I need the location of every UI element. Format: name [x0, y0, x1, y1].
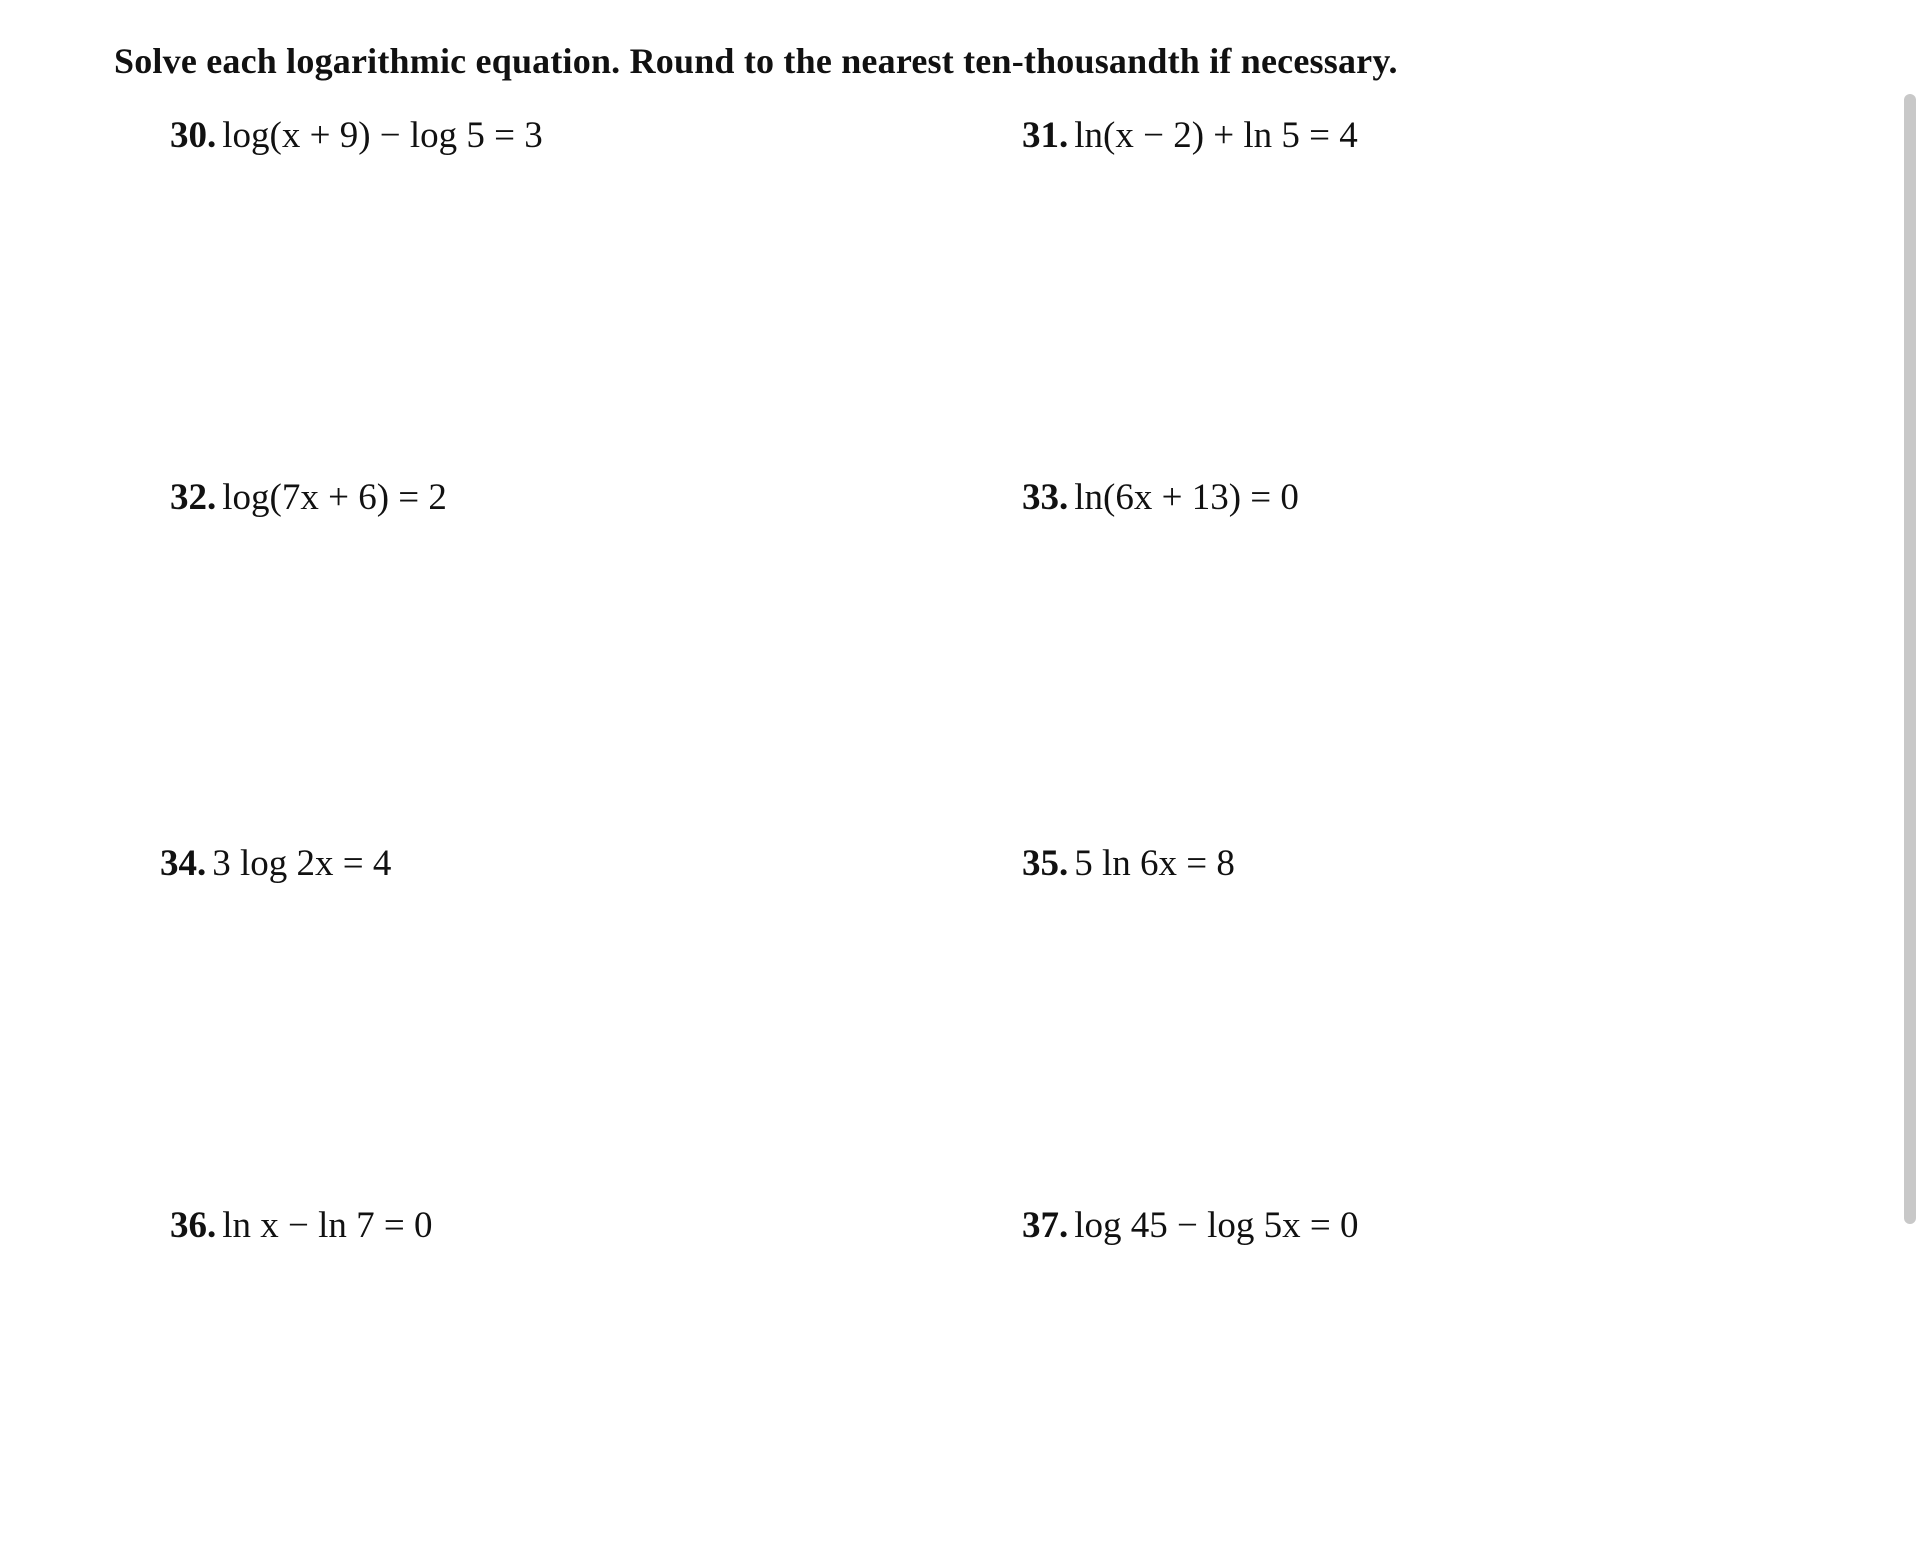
problem-equation: 3 log 2x = 4: [212, 843, 392, 884]
problem-35: [1022, 842, 1235, 885]
problem-37: [1022, 1204, 1359, 1247]
problem-equation: log 45 − log 5x = 0: [1074, 1205, 1359, 1246]
problem-number: 37.: [1022, 1205, 1069, 1246]
problem-equation: ln x − ln 7 = 0: [222, 1205, 433, 1246]
problem-number: 36.: [170, 1205, 217, 1246]
problem-number: 31.: [1022, 115, 1069, 156]
problem-equation: ln(x − 2) + ln 5 = 4: [1074, 115, 1358, 156]
instructions-heading: Solve each logarithmic equation. Round to the nearest ten-thousandth if necessary.: [114, 41, 1398, 81]
problem-33: [1022, 476, 1299, 519]
problem-34: [160, 842, 391, 885]
problem-equation: 5 ln 6x = 8: [1074, 843, 1235, 884]
problem-number: 35.: [1022, 843, 1069, 884]
problem-number: 34.: [160, 843, 207, 884]
problem-number: 33.: [1022, 477, 1069, 518]
problem-31: [1022, 114, 1358, 157]
problem-32: [170, 476, 447, 519]
vertical-scrollbar[interactable]: [1904, 94, 1916, 1224]
problem-equation: log(x + 9) − log 5 = 3: [222, 115, 543, 156]
problem-36: [170, 1204, 433, 1247]
problem-number: 32.: [170, 477, 217, 518]
problem-equation: log(7x + 6) = 2: [222, 477, 447, 518]
problem-equation: ln(6x + 13) = 0: [1074, 477, 1299, 518]
problem-number: 30.: [170, 115, 217, 156]
problem-30: [170, 114, 543, 157]
